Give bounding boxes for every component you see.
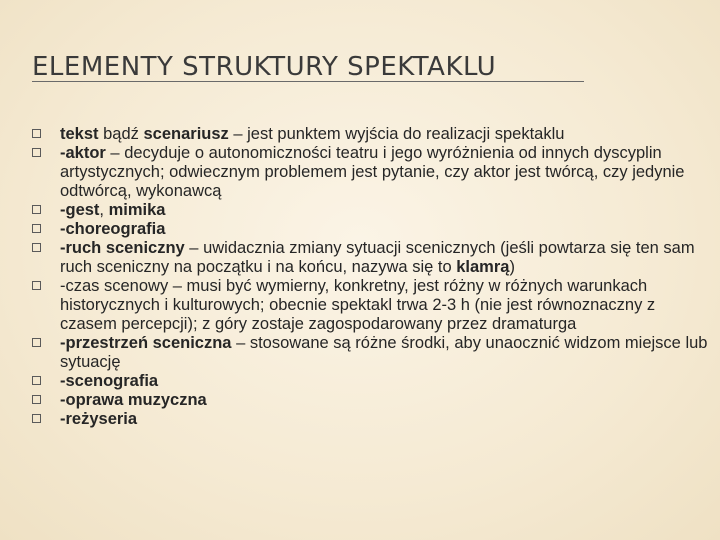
square-bullet-icon bbox=[32, 338, 41, 347]
list-item bbox=[32, 239, 712, 277]
list-item-text: -reżyseria bbox=[60, 410, 138, 428]
list-item bbox=[32, 201, 712, 220]
square-bullet-icon bbox=[32, 414, 41, 423]
list-item bbox=[32, 220, 712, 239]
square-bullet-icon bbox=[32, 243, 41, 252]
list-item-text: -aktor – decyduje o autonomiczności teatru i jego wyróżnienia od innych dyscyplin artystycznych; odwiecznym problemem jest pytanie, czy aktor jest twórcą, czy jedynie odtwórcą, wykonawcą bbox=[60, 144, 685, 200]
list-item bbox=[32, 125, 712, 144]
square-bullet-icon bbox=[32, 395, 41, 404]
square-bullet-icon bbox=[32, 129, 41, 138]
bullet-list bbox=[32, 125, 712, 429]
list-item bbox=[32, 372, 712, 391]
list-item-text: -oprawa muzyczna bbox=[60, 391, 207, 409]
title-underline bbox=[32, 81, 584, 82]
list-item bbox=[32, 391, 712, 410]
square-bullet-icon bbox=[32, 281, 41, 290]
square-bullet-icon bbox=[32, 376, 41, 385]
list-item-text: -czas scenowy – musi być wymierny, konkretny, jest różny w różnych warunkach historycznych i kulturowych; obecnie spektakl trwa 2-3 h (nie jest równoznaczny z czasem percepcji); z góry zostaje zagospodarowany przez dramaturga bbox=[60, 277, 656, 333]
list-item-text: -przestrzeń sceniczna – stosowane są różne środki, aby unaocznić widzom miejsce lub sytuację bbox=[60, 334, 708, 371]
slide-title: ELEMENTY STRUKTURY SPEKTAKLU bbox=[32, 52, 497, 82]
square-bullet-icon bbox=[32, 224, 41, 233]
square-bullet-icon bbox=[32, 205, 41, 214]
list-item bbox=[32, 410, 712, 429]
list-item-text: -choreografia bbox=[60, 220, 166, 238]
list-item bbox=[32, 334, 712, 372]
list-item-text: tekst bądź scenariusz – jest punktem wyjścia do realizacji spektaklu bbox=[60, 125, 565, 143]
list-item bbox=[32, 277, 712, 334]
list-item-text: -scenografia bbox=[60, 372, 159, 390]
list-item bbox=[32, 144, 712, 201]
list-item-text: -gest, mimika bbox=[60, 201, 166, 219]
list-item-text: -ruch sceniczny – uwidacznia zmiany sytuacji scenicznych (jeśli powtarza się ten sam ruch sceniczny na początku i na końcu, nazywa się to klamrą) bbox=[60, 239, 695, 276]
square-bullet-icon bbox=[32, 148, 41, 157]
